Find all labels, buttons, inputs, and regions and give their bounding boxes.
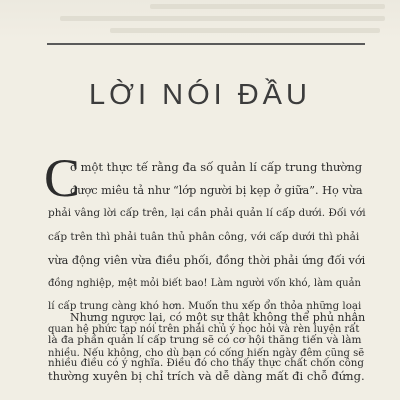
text-line: vừa động viên vừa điều phối, đồng thời phải ứng đối với bbox=[48, 253, 366, 267]
text-line: Nhưng ngược lại, có một sự thật không thể phủ nhận bbox=[70, 311, 366, 324]
paragraph-2 bbox=[48, 306, 366, 376]
text-line: nhiều điều có ý nghĩa. Điều đó cho thấy thực chất chốn công bbox=[48, 357, 364, 370]
chapter-title: LỜI NÓI ĐẦU bbox=[89, 79, 311, 112]
text-line: ó một thực tế rằng đa số quản lí cấp trung thường bbox=[70, 160, 363, 174]
text-line: lí cấp trung càng khó hơn. Muốn thu xếp ổn thỏa những loại bbox=[48, 300, 362, 313]
show-through-previous-page bbox=[0, 0, 400, 40]
text-line: là đa phần quản lí cấp trung sẽ có cơ hội thăng tiến và làm bbox=[48, 334, 362, 347]
text-line: cấp trên thì phải tuân thủ phân công, với cấp dưới thì phải bbox=[48, 230, 360, 243]
text-line: được miêu tả như “lớp người bị kẹp ở giữa”. Họ vừa bbox=[70, 184, 363, 198]
text-line: thường xuyên bị chỉ trích và dễ dàng mất đi chỗ đứng. bbox=[48, 368, 365, 383]
text-line: đồng nghiệp, mệt mỏi biết bao! Làm người vốn khó, làm quản bbox=[48, 277, 361, 289]
text-line: quan hệ phức tạp nói trên phải chủ ý học hỏi và rèn luyện rất bbox=[48, 324, 360, 336]
text-line: nhiều. Nếu không, cho dù bạn có cống hiến ngày đêm cũng sẽ bbox=[48, 347, 365, 359]
drop-cap: C bbox=[44, 148, 81, 208]
header-rule bbox=[47, 43, 365, 45]
text-line: phải vâng lời cấp trên, lại cần phải quản lí cấp dưới. Đối với bbox=[48, 207, 366, 220]
